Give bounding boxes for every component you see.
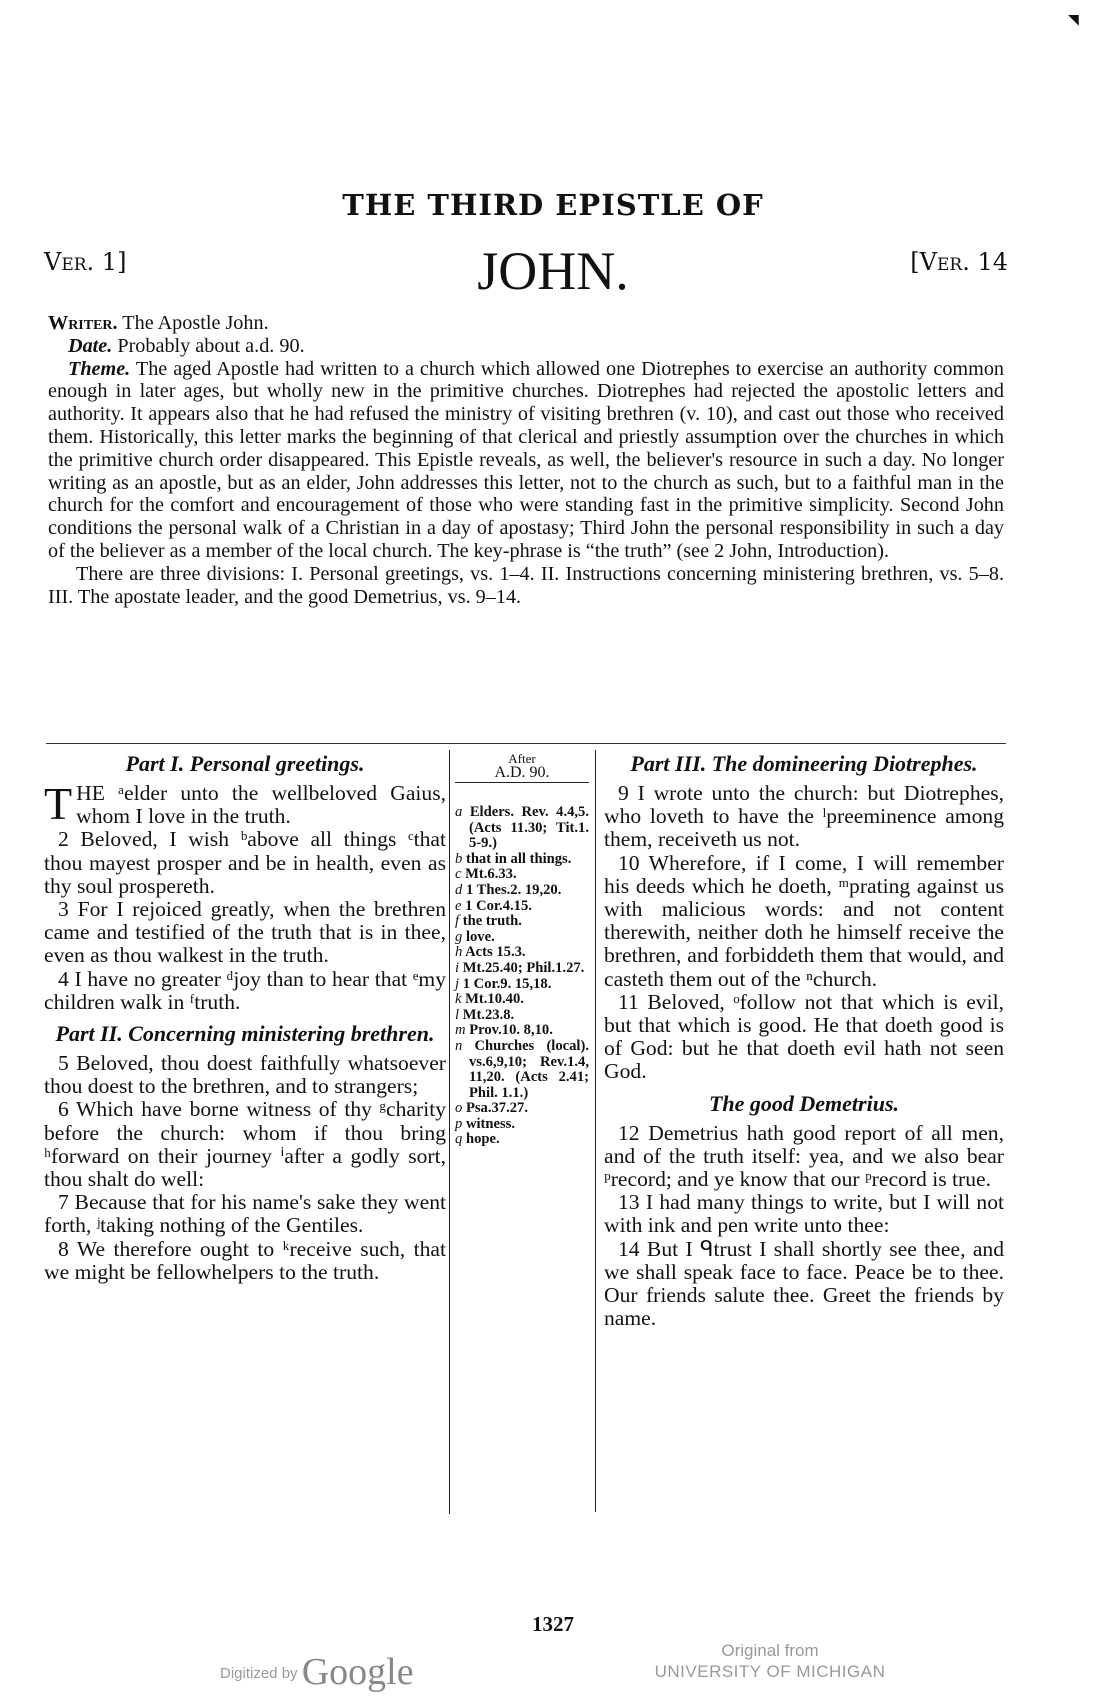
part1-heading: Part I. Personal greetings. (125, 751, 365, 776)
reference-letter: p (455, 1115, 463, 1132)
reference-note (455, 992, 589, 1008)
reference-letter: e (455, 897, 462, 914)
reference-letter: q (455, 1131, 463, 1148)
reference-text: 1 Cor.4.15. (465, 897, 532, 914)
reference-note (455, 852, 589, 868)
part3-heading: Part III. The domineering Diotrephes. (630, 751, 978, 776)
digitized-by-label: Digitized by (220, 1665, 298, 1682)
writer-label: Writer. (48, 312, 118, 334)
reference-text: that in all things. (465, 850, 572, 867)
reference-text: 1 Cor.9. 15,18. (462, 975, 552, 992)
reference-note (455, 899, 589, 915)
reference-text: 1 Thes.2. 19,20. (465, 881, 562, 898)
reference-letter: f (455, 913, 460, 930)
reference-letter: d (455, 881, 463, 898)
reference-text: hope. (465, 1131, 500, 1148)
after-label: After (508, 751, 536, 766)
reference-letter: j (455, 975, 460, 992)
reference-letter: b (455, 850, 463, 867)
reference-note (455, 1101, 589, 1117)
reference-letter: m (455, 1022, 466, 1039)
reference-letter: k (455, 991, 462, 1008)
divisions-paragraph: There are three divisions: I. Personal greetings, vs. 1–4. II. Instructions concerning ministering brethren, vs. 5–8. III. The apostate leader, and the good Demetrius, vs. 9–14. (48, 562, 1004, 608)
reference-note (455, 914, 589, 930)
reference-note (455, 930, 589, 946)
reference-notes (455, 805, 589, 1148)
reference-text: the truth. (462, 913, 522, 930)
date-label: Date. (68, 334, 113, 357)
theme-label: Theme. (68, 357, 131, 380)
verse-6: 6 Which have borne witness of thy ᵍcharity before the church: whom if thou bring ʰforward on their journey ⁱafter a godly sort, thou shalt do well: (44, 1097, 446, 1192)
digitized-by-credit (220, 1650, 414, 1694)
original-from-label: Original from (721, 1641, 819, 1660)
original-from-credit (650, 1640, 890, 1682)
verse-10: 10 Wherefore, if I come, I will remember his deeds which he doeth, ᵐprating against us with malicious words: and not content therewith, neither doth he himself receive the brethren, and forbiddeth them that would, and casteth them out of the ⁿchurch. (604, 850, 1004, 991)
reference-note (455, 1039, 589, 1101)
reference-note (455, 945, 589, 961)
verse-4: 4 I have no greater ᵈjoy than to hear that ᵉmy children walk in ᶠtruth. (44, 966, 446, 1014)
university-name: UNIVERSITY OF MICHIGAN (654, 1662, 886, 1681)
theme-paragraph (48, 358, 1004, 563)
reference-letter: a (455, 804, 463, 820)
verse-7: 7 Because that for his name's sake they went forth, ʲtaking nothing of the Gentiles. (44, 1190, 446, 1238)
date-text: Probably about a.d. 90. (117, 334, 305, 357)
verse-3: 3 For I rejoiced greatly, when the brethren came and testified of the truth that is in thee, even as thou walkest in the truth. (44, 897, 446, 968)
margin-references (455, 752, 589, 1148)
verse-1 (44, 778, 446, 829)
epistle-title: JOHN. (477, 241, 629, 301)
reference-letter: i (455, 959, 460, 976)
epistle-subtitle: THE THIRD EPISTLE OF (342, 188, 764, 222)
left-column (44, 752, 446, 1284)
drop-cap: T (44, 778, 73, 829)
reference-text: witness. (465, 1115, 516, 1132)
reference-text: Mt.6.33. (465, 866, 517, 883)
writer-line (48, 312, 1004, 335)
verse-12: 12 Demetrius hath good report of all men, and of the truth itself: yea, and we also bear ᵖrecord; and ye know that our ᵖrecord is true. (604, 1120, 1004, 1192)
reference-note (455, 1132, 589, 1148)
theme-text: The aged Apostle had written to a church which allowed one Diotrephes to exercise an authority common enough in later ages, but wholly new in the primitive churches. Diotrephes had rejected the apostolic letters and authority. It appears also that he had refused the ministry of visiting brethren (v. 10), and cast out those who received them. Historically, this letter marks the beginning of that clerical and priestly assumption over the churches in which the primitive church order disappeared. This Epistle reveals, as well, the believer's resource in such a day. No longer writing as an apostle, but as an elder, John addresses this letter, not to the church as such, but to a faithful man in the church for the comfort and encouragement of those who were standing fast in the primitive simplicity. Second John conditions the personal walk of a Christian in a day of apostasy; Third John the personal responsibility in such a day of the believer as a member of the local church. The key-phrase is “the truth” (see 2 John, Introduction). (48, 357, 1005, 562)
reference-text: Mt.25.40; Phil.1.27. (462, 959, 585, 976)
reference-note (455, 805, 589, 852)
demetrius-heading: The good Demetrius. (708, 1090, 900, 1116)
section-divider (46, 743, 1006, 744)
verse-9: 9 I wrote unto the church: but Diotrephes, who loveth to have the ˡpreeminence among them, receiveth us not. (604, 781, 1004, 852)
reference-text: Psa.37.27. (465, 1100, 528, 1117)
reference-text: Churches (local). vs.6,9,10; Rev.1.4, 11,20. (Acts 2.41; Phil. 1.1.) (469, 1037, 589, 1101)
reference-text: Mt.23.8. (462, 1006, 515, 1023)
reference-letter: l (455, 1006, 460, 1023)
writer-text: The Apostle John. (122, 312, 269, 334)
reference-note (455, 867, 589, 883)
verse-13: 13 I had many things to write, but I will not with ink and pen write unto thee: (604, 1190, 1004, 1238)
reference-letter: h (455, 944, 463, 961)
reference-text: Prov.10. 8,10. (469, 1022, 553, 1039)
part2-heading: Part II. Concerning ministering brethren. (55, 1021, 435, 1047)
reference-note (455, 1117, 589, 1133)
date-line (48, 335, 1004, 358)
right-column (604, 752, 1004, 1330)
verse-8: 8 We therefore ought to ᵏreceive such, that we might be fellowhelpers to the truth. (44, 1236, 446, 1284)
reference-text: Mt.10.40. (465, 991, 524, 1008)
reference-note (455, 1008, 589, 1024)
verse-1-text: HE ᵃelder unto the wellbeloved Gaius, whom I love in the truth. (76, 781, 446, 829)
google-logo: Google (301, 1651, 414, 1693)
reference-letter: n (455, 1037, 463, 1054)
verse-2: 2 Beloved, I wish ᵇabove all things ᶜthat thou mayest prosper and be in health, even as thy soul prospereth. (44, 827, 446, 898)
verse-5: 5 Beloved, thou doest faithfully whatsoever thou doest to the brethren, and to strangers; (44, 1051, 446, 1099)
column-rule-left (449, 750, 450, 1514)
column-rule-right (595, 750, 596, 1512)
verse-14: 14 But I ᑫtrust I shall shortly see thee, and we shall speak face to face. Peace be to thee. Our friends salute thee. Greet the friends by name. (604, 1236, 1004, 1331)
reference-text: Acts 15.3. (465, 944, 526, 961)
reference-text: love. (465, 928, 495, 945)
verse-range-left: Ver. 1] (44, 248, 127, 276)
introduction (48, 312, 1004, 608)
reference-note (455, 883, 589, 899)
date-marker (455, 752, 589, 783)
verse-11: 11 Beloved, ᵒfollow not that which is evil, but that which is good. He that doeth good is of God: but he that doeth evil hath not seen God. (604, 989, 1004, 1084)
reference-note (455, 1023, 589, 1039)
reference-letter: g (455, 928, 463, 945)
reference-letter: o (455, 1100, 463, 1117)
page-number: 1327 (532, 1612, 574, 1636)
reference-note (455, 961, 589, 977)
after-date: A.D. 90. (455, 766, 589, 783)
reference-note (455, 977, 589, 993)
reference-letter: c (455, 866, 462, 883)
verse-range-right: [Ver. 14 (910, 248, 1008, 276)
reference-text: Elders. Rev. 4.4,5. (Acts 11.30; Tit.1. 5-9.) (469, 804, 589, 852)
corner-mark: ◥ (1068, 12, 1079, 28)
